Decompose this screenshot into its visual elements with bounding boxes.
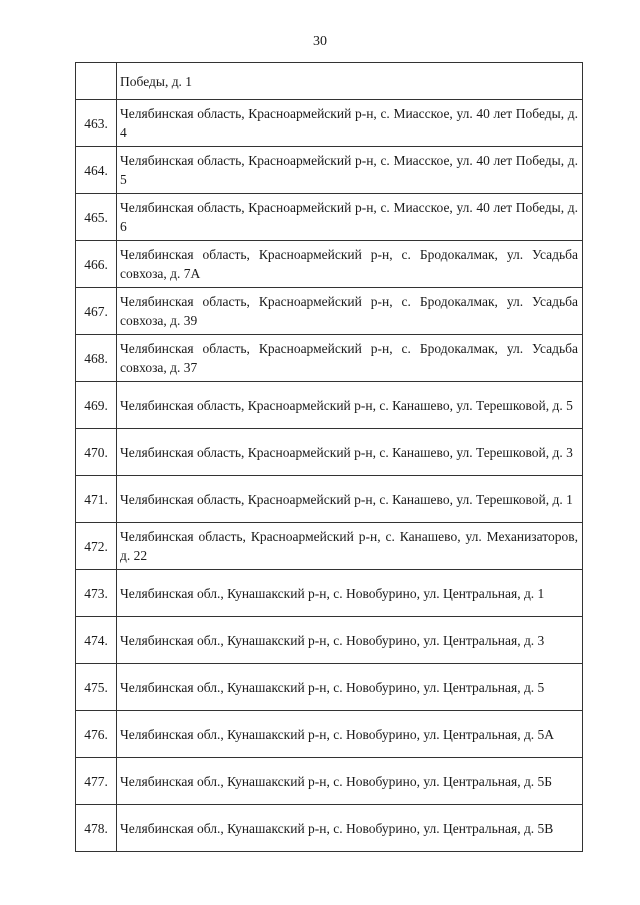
table-row <box>76 100 583 147</box>
row-address: Челябинская область, Красноармейский р-н, с. Бродокалмак, ул. Усадьба совхоза, д. 7А <box>117 241 583 288</box>
row-number: 477. <box>76 758 117 805</box>
row-address: Челябинская область, Красноармейский р-н, с. Миасское, ул. 40 лет Победы, д. 6 <box>117 194 583 241</box>
table-row <box>76 617 583 664</box>
row-address: Челябинская обл., Кунашакский р-н, с. Новобурино, ул. Центральная, д. 5А <box>117 711 583 758</box>
row-number <box>76 63 117 100</box>
table-row <box>76 805 583 852</box>
row-number: 463. <box>76 100 117 147</box>
table-row <box>76 570 583 617</box>
row-address: Челябинская область, Красноармейский р-н, с. Канашево, ул. Терешковой, д. 5 <box>117 382 583 429</box>
row-address: Челябинская область, Красноармейский р-н, с. Миасское, ул. 40 лет Победы, д. 5 <box>117 147 583 194</box>
row-address: Челябинская область, Красноармейский р-н, с. Бродокалмак, ул. Усадьба совхоза, д. 39 <box>117 288 583 335</box>
row-number: 465. <box>76 194 117 241</box>
row-address: Челябинская обл., Кунашакский р-н, с. Новобурино, ул. Центральная, д. 5Б <box>117 758 583 805</box>
table-row <box>76 523 583 570</box>
table-row <box>76 288 583 335</box>
row-number: 468. <box>76 335 117 382</box>
address-table <box>75 62 583 852</box>
row-address: Челябинская область, Красноармейский р-н, с. Бродокалмак, ул. Усадьба совхоза, д. 37 <box>117 335 583 382</box>
row-number: 473. <box>76 570 117 617</box>
table-row <box>76 758 583 805</box>
row-address: Челябинская область, Красноармейский р-н, с. Миасское, ул. 40 лет Победы, д. 4 <box>117 100 583 147</box>
row-number: 464. <box>76 147 117 194</box>
table-row <box>76 147 583 194</box>
row-number: 474. <box>76 617 117 664</box>
page-number: 30 <box>313 34 327 49</box>
table-row <box>76 664 583 711</box>
table-row <box>76 63 583 100</box>
row-number: 467. <box>76 288 117 335</box>
table-row <box>76 194 583 241</box>
row-address: Челябинская область, Красноармейский р-н, с. Канашево, ул. Терешковой, д. 3 <box>117 429 583 476</box>
table-row <box>76 241 583 288</box>
row-address: Победы, д. 1 <box>117 63 583 100</box>
row-number: 466. <box>76 241 117 288</box>
row-address: Челябинская область, Красноармейский р-н, с. Канашево, ул. Механизаторов, д. 22 <box>117 523 583 570</box>
row-address: Челябинская обл., Кунашакский р-н, с. Новобурино, ул. Центральная, д. 3 <box>117 617 583 664</box>
row-number: 472. <box>76 523 117 570</box>
row-number: 476. <box>76 711 117 758</box>
table-row <box>76 711 583 758</box>
table-row <box>76 429 583 476</box>
table-row <box>76 382 583 429</box>
row-address: Челябинская область, Красноармейский р-н, с. Канашево, ул. Терешковой, д. 1 <box>117 476 583 523</box>
row-number: 469. <box>76 382 117 429</box>
row-address: Челябинская обл., Кунашакский р-н, с. Новобурино, ул. Центральная, д. 5В <box>117 805 583 852</box>
table-row <box>76 476 583 523</box>
row-number: 478. <box>76 805 117 852</box>
row-address: Челябинская обл., Кунашакский р-н, с. Новобурино, ул. Центральная, д. 5 <box>117 664 583 711</box>
row-number: 470. <box>76 429 117 476</box>
table-row <box>76 335 583 382</box>
row-number: 471. <box>76 476 117 523</box>
row-number: 475. <box>76 664 117 711</box>
row-address: Челябинская обл., Кунашакский р-н, с. Новобурино, ул. Центральная, д. 1 <box>117 570 583 617</box>
